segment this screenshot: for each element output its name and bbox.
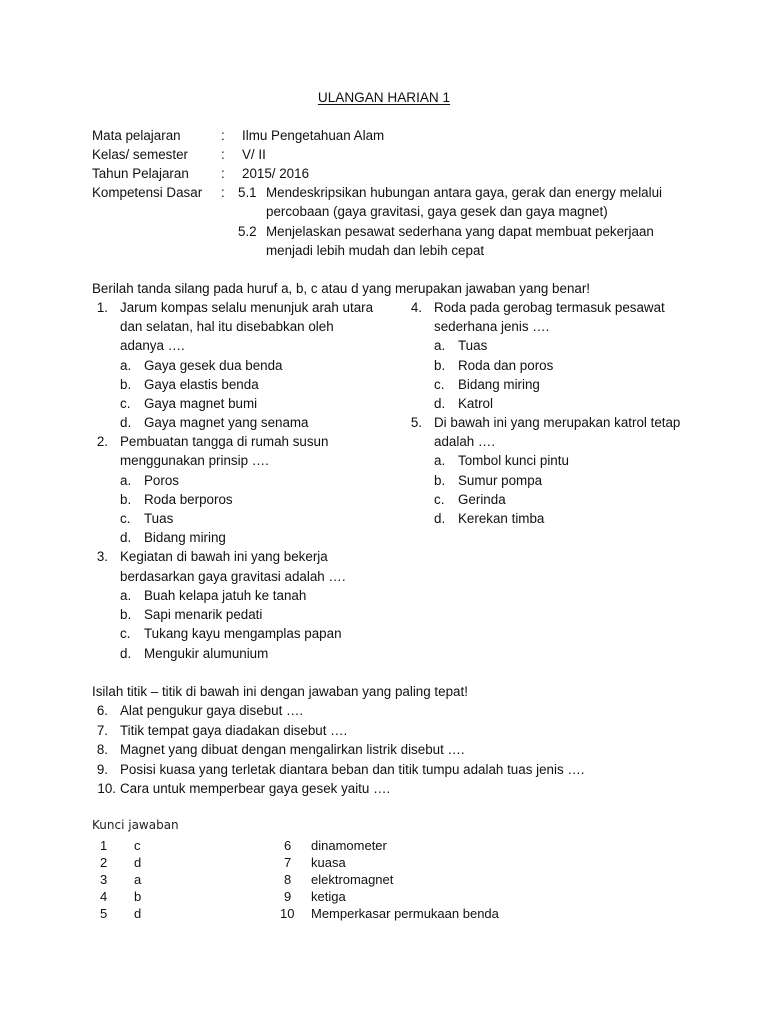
option-text: Poros bbox=[144, 473, 179, 488]
question-number: 6. bbox=[96, 703, 108, 718]
option-text: Roda dan poros bbox=[458, 358, 554, 373]
meta-colon: : bbox=[221, 166, 225, 181]
question-text: Roda pada gerobag termasuk pesawat bbox=[434, 300, 665, 315]
option-letter: d. bbox=[120, 530, 132, 545]
answer-key-number: 6 bbox=[284, 838, 292, 853]
answer-key-number: 1 bbox=[100, 838, 108, 853]
option-text: Gaya elastis benda bbox=[144, 377, 259, 392]
question-text: Jarum kompas selalu menunjuk arah utara bbox=[120, 300, 374, 315]
option-text: Gaya gesek dua benda bbox=[144, 358, 283, 373]
page-title: ULANGAN HARIAN 1 bbox=[317, 90, 451, 105]
competency-number: 5.1 bbox=[238, 185, 257, 200]
question-text: adanya …. bbox=[120, 338, 185, 353]
option-text: Bidang miring bbox=[458, 377, 540, 392]
option-text: Sumur pompa bbox=[458, 473, 543, 488]
question-number: 1. bbox=[96, 300, 108, 315]
option-letter: d. bbox=[120, 415, 132, 430]
question-number: 5. bbox=[410, 415, 422, 430]
competency-text: Menjelaskan pesawat sederhana yang dapat membuat pekerjaan bbox=[266, 224, 654, 239]
meta-label-class: Kelas/ semester bbox=[92, 147, 189, 162]
answer-key-number: 10 bbox=[280, 906, 295, 921]
competency-text: percobaan (gaya gravitasi, gaya gesek dan gaya magnet) bbox=[266, 204, 608, 219]
option-letter: a. bbox=[120, 358, 132, 373]
option-text: Gerinda bbox=[458, 492, 506, 507]
meta-colon: : bbox=[221, 128, 225, 143]
answer-key-answer: ketiga bbox=[311, 889, 346, 904]
instruction-fill-in: Isilah titik – titik di bawah ini dengan jawaban yang paling tepat! bbox=[92, 684, 468, 699]
meta-colon: : bbox=[221, 185, 225, 200]
meta-label-subject: Mata pelajaran bbox=[92, 128, 181, 143]
question-text: Di bawah ini yang merupakan katrol tetap bbox=[434, 415, 681, 430]
question-number: 4. bbox=[410, 300, 422, 315]
option-text: Tuas bbox=[144, 511, 174, 526]
answer-key-number: 5 bbox=[100, 906, 108, 921]
question-number: 10. bbox=[97, 781, 116, 796]
option-text: Katrol bbox=[458, 396, 493, 411]
question-text: sederhana jenis …. bbox=[434, 319, 550, 334]
answer-key-number: 7 bbox=[284, 855, 292, 870]
option-letter: d. bbox=[434, 396, 446, 411]
option-text: Tukang kayu mengamplas papan bbox=[144, 626, 342, 641]
answer-key-answer: d bbox=[134, 906, 142, 921]
question-text: Pembuatan tangga di rumah susun bbox=[120, 434, 329, 449]
option-letter: b. bbox=[434, 473, 446, 488]
answer-key-answer: kuasa bbox=[311, 855, 346, 870]
option-letter: b. bbox=[120, 492, 132, 507]
instruction-multiple-choice: Berilah tanda silang pada huruf a, b, c atau d yang merupakan jawaban yang benar! bbox=[92, 281, 591, 296]
question-number: 7. bbox=[96, 723, 108, 738]
competency-text: Mendeskripsikan hubungan antara gaya, gerak dan energy melalui bbox=[266, 185, 663, 200]
question-text: Magnet yang dibuat dengan mengalirkan listrik disebut …. bbox=[120, 742, 465, 757]
answer-key-number: 2 bbox=[100, 855, 108, 870]
answer-key-answer: elektromagnet bbox=[311, 872, 394, 887]
option-letter: a. bbox=[434, 453, 446, 468]
meta-colon: : bbox=[221, 147, 225, 162]
competency-text: menjadi lebih mudah dan lebih cepat bbox=[266, 243, 485, 258]
meta-value-subject: Ilmu Pengetahuan Alam bbox=[242, 128, 385, 143]
question-text: berdasarkan gaya gravitasi adalah …. bbox=[120, 569, 346, 584]
competency-number: 5.2 bbox=[238, 224, 257, 239]
question-text: Posisi kuasa yang terletak diantara beban dan titik tumpu adalah tuas jenis …. bbox=[120, 762, 585, 777]
answer-key-number: 4 bbox=[100, 889, 108, 904]
answer-key-number: 9 bbox=[284, 889, 292, 904]
question-text: adalah …. bbox=[434, 434, 496, 449]
option-text: Kerekan timba bbox=[458, 511, 545, 526]
option-letter: a. bbox=[120, 473, 132, 488]
answer-key-answer: dinamometer bbox=[311, 838, 387, 853]
option-letter: c. bbox=[120, 626, 131, 641]
question-number: 3. bbox=[96, 549, 108, 564]
answer-key-answer: c bbox=[134, 838, 141, 853]
meta-value-class: V/ II bbox=[242, 147, 266, 162]
question-number: 2. bbox=[96, 434, 108, 449]
option-text: Gaya magnet yang senama bbox=[144, 415, 309, 430]
option-text: Tombol kunci pintu bbox=[458, 453, 569, 468]
option-letter: b. bbox=[120, 607, 132, 622]
question-text: Alat pengukur gaya disebut …. bbox=[120, 703, 304, 718]
answer-key-number: 3 bbox=[100, 872, 108, 887]
meta-label-competency: Kompetensi Dasar bbox=[92, 185, 203, 200]
option-text: Roda berporos bbox=[144, 492, 233, 507]
option-text: Sapi menarik pedati bbox=[144, 607, 263, 622]
option-text: Buah kelapa jatuh ke tanah bbox=[144, 588, 307, 603]
option-letter: a. bbox=[434, 338, 446, 353]
option-letter: d. bbox=[434, 511, 446, 526]
meta-label-year: Tahun Pelajaran bbox=[92, 166, 189, 181]
question-text: Titik tempat gaya diadakan disebut …. bbox=[120, 723, 348, 738]
option-letter: c. bbox=[434, 492, 445, 507]
option-letter: d. bbox=[120, 646, 132, 661]
question-number: 9. bbox=[96, 762, 108, 777]
option-letter: c. bbox=[120, 396, 131, 411]
option-letter: b. bbox=[120, 377, 132, 392]
question-text: menggunakan prinsip …. bbox=[120, 453, 269, 468]
option-text: Mengukir alumunium bbox=[144, 646, 269, 661]
option-text: Gaya magnet bumi bbox=[144, 396, 258, 411]
option-letter: a. bbox=[120, 588, 132, 603]
answer-key-answer: a bbox=[134, 872, 142, 887]
meta-value-year: 2015/ 2016 bbox=[242, 166, 310, 181]
option-letter: c. bbox=[434, 377, 445, 392]
answer-key-heading: Kunci jawaban bbox=[92, 818, 179, 832]
question-text: Cara untuk memperbear gaya gesek yaitu …. bbox=[120, 781, 391, 796]
answer-key-answer: d bbox=[134, 855, 142, 870]
option-letter: b. bbox=[434, 358, 446, 373]
answer-key-answer: b bbox=[134, 889, 142, 904]
option-text: Bidang miring bbox=[144, 530, 226, 545]
question-number: 8. bbox=[96, 742, 108, 757]
option-text: Tuas bbox=[458, 338, 488, 353]
question-text: Kegiatan di bawah ini yang bekerja bbox=[120, 549, 328, 564]
option-letter: c. bbox=[120, 511, 131, 526]
answer-key-number: 8 bbox=[284, 872, 292, 887]
answer-key-answer: Memperkasar permukaan benda bbox=[311, 906, 499, 921]
question-text: dan selatan, hal itu disebabkan oleh bbox=[120, 319, 334, 334]
